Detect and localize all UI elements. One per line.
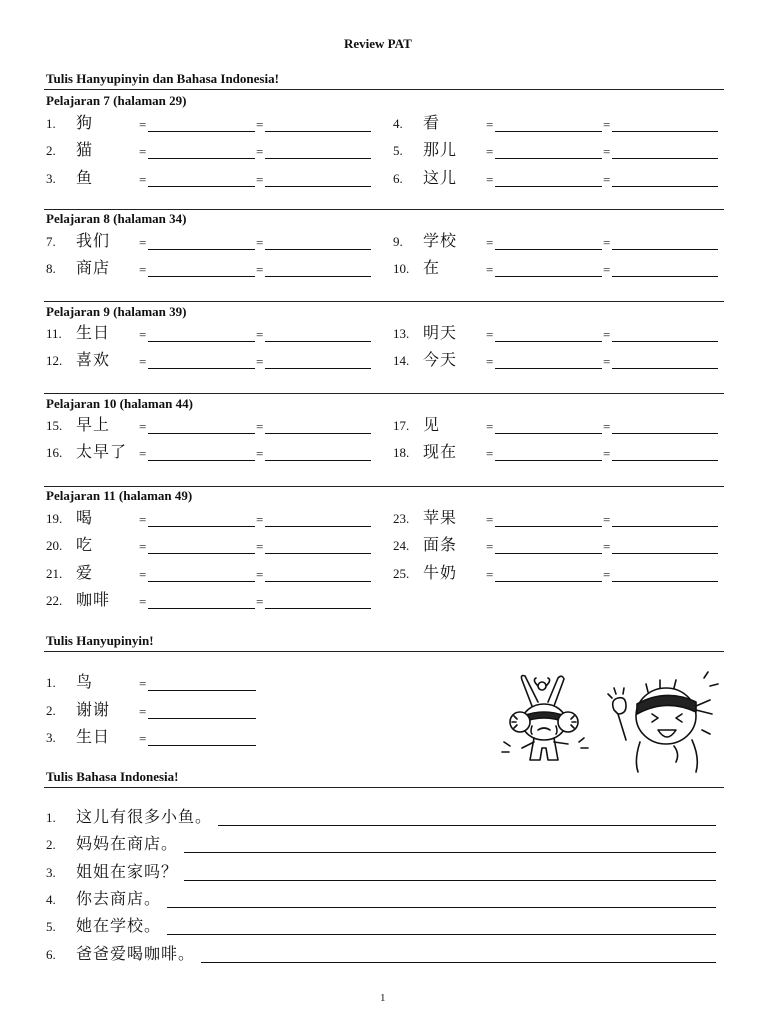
- chinese-word: 见: [423, 415, 441, 434]
- item-number: 16.: [46, 445, 63, 460]
- equals-sign: =: [139, 235, 147, 250]
- indonesian-answer-blank[interactable]: [265, 553, 371, 554]
- indonesian-answer-blank[interactable]: [612, 249, 718, 250]
- pinyin-answer-blank[interactable]: [148, 158, 255, 159]
- equals-sign: =: [256, 446, 264, 461]
- chinese-word: 鱼: [76, 168, 94, 187]
- item-number: 12.: [46, 353, 63, 368]
- pinyin-answer-blank[interactable]: [148, 553, 255, 554]
- chinese-word: 商店: [76, 258, 111, 277]
- equals-sign: =: [256, 144, 264, 159]
- chinese-word: 鸟: [76, 672, 94, 691]
- chinese-word: 生日: [76, 323, 111, 342]
- chinese-word: 爱: [76, 563, 94, 582]
- equals-sign: =: [256, 117, 264, 132]
- lesson-heading: Pelajaran 9 (halaman 39): [46, 304, 187, 319]
- instruction-pinyin: Tulis Hanyupinyin!: [46, 633, 154, 648]
- chinese-word: 太早了: [76, 442, 128, 461]
- chinese-word: 今天: [423, 350, 458, 369]
- pinyin-answer-blank[interactable]: [495, 249, 602, 250]
- divider: [44, 209, 724, 210]
- chinese-word: 狗: [76, 113, 94, 132]
- chinese-word: 早上: [76, 415, 111, 434]
- equals-sign: =: [486, 419, 494, 434]
- item-number: 18.: [393, 445, 410, 460]
- equals-sign: =: [603, 446, 611, 461]
- chinese-word: 生日: [76, 727, 111, 746]
- chinese-word: 牛奶: [423, 563, 458, 582]
- pinyin-answer-blank[interactable]: [495, 433, 602, 434]
- indonesian-answer-blank[interactable]: [612, 341, 718, 342]
- chinese-word: 面条: [423, 535, 458, 554]
- equals-sign: =: [256, 512, 264, 527]
- equals-sign: =: [256, 354, 264, 369]
- item-number: 25.: [393, 566, 410, 581]
- chinese-word: 喝: [76, 508, 94, 527]
- equals-sign: =: [603, 144, 611, 159]
- lesson-heading: Pelajaran 11 (halaman 49): [46, 488, 193, 503]
- equals-sign: =: [486, 172, 494, 187]
- instruction-indonesian: Tulis Bahasa Indonesia!: [46, 769, 179, 784]
- indonesian-answer-blank[interactable]: [265, 581, 371, 582]
- equals-sign: =: [139, 117, 147, 132]
- equals-sign: =: [603, 235, 611, 250]
- equals-sign: =: [603, 172, 611, 187]
- equals-sign: =: [256, 262, 264, 277]
- item-number: 2.: [46, 143, 56, 158]
- equals-sign: =: [139, 512, 147, 527]
- instruction-pinyin-indonesian: Tulis Hanyupinyin dan Bahasa Indonesia!: [46, 71, 279, 86]
- divider: [44, 89, 724, 90]
- translation-answer-blank[interactable]: [167, 934, 716, 935]
- chinese-sentence: 这儿有很多小鱼。: [76, 807, 213, 826]
- item-number: 7.: [46, 234, 56, 249]
- chinese-sentence: 你去商店。: [76, 889, 162, 908]
- item-number: 2.: [46, 703, 56, 718]
- pinyin-answer-blank[interactable]: [495, 368, 602, 369]
- indonesian-answer-blank[interactable]: [265, 433, 371, 434]
- equals-sign: =: [486, 354, 494, 369]
- pinyin-answer-blank[interactable]: [495, 186, 602, 187]
- chinese-word: 猫: [76, 140, 94, 159]
- equals-sign: =: [139, 676, 147, 691]
- chinese-word: 我们: [76, 231, 111, 250]
- page-number: 1: [380, 992, 386, 1004]
- divider: [44, 486, 724, 487]
- item-number: 4.: [393, 116, 403, 131]
- equals-sign: =: [603, 419, 611, 434]
- item-number: 11.: [46, 326, 62, 341]
- equals-sign: =: [139, 446, 147, 461]
- pinyin-answer-blank[interactable]: [148, 186, 255, 187]
- equals-sign: =: [486, 144, 494, 159]
- pinyin-answer-blank[interactable]: [148, 581, 255, 582]
- indonesian-answer-blank[interactable]: [612, 526, 718, 527]
- equals-sign: =: [256, 594, 264, 609]
- chinese-word: 苹果: [423, 508, 458, 527]
- pinyin-answer-blank[interactable]: [148, 460, 255, 461]
- item-number: 5.: [46, 919, 56, 934]
- equals-sign: =: [603, 117, 611, 132]
- item-number: 17.: [393, 418, 410, 433]
- chinese-word: 喜欢: [76, 350, 111, 369]
- equals-sign: =: [139, 419, 147, 434]
- lesson-heading: Pelajaran 7 (halaman 29): [46, 93, 187, 108]
- item-number: 3.: [46, 730, 56, 745]
- equals-sign: =: [256, 567, 264, 582]
- pinyin-answer-blank[interactable]: [495, 158, 602, 159]
- item-number: 2.: [46, 837, 56, 852]
- chinese-word: 咖啡: [76, 590, 111, 609]
- divider: [44, 301, 724, 302]
- translation-answer-blank[interactable]: [218, 825, 716, 826]
- indonesian-answer-blank[interactable]: [265, 276, 371, 277]
- indonesian-answer-blank[interactable]: [265, 341, 371, 342]
- translation-answer-blank[interactable]: [201, 962, 716, 963]
- equals-sign: =: [486, 117, 494, 132]
- divider: [44, 787, 724, 788]
- translation-answer-blank[interactable]: [167, 907, 716, 908]
- pinyin-answer-blank[interactable]: [148, 131, 255, 132]
- pinyin-answer-blank[interactable]: [495, 341, 602, 342]
- item-number: 23.: [393, 511, 410, 526]
- chinese-word: 明天: [423, 323, 458, 342]
- equals-sign: =: [139, 172, 147, 187]
- equals-sign: =: [139, 144, 147, 159]
- item-number: 1.: [46, 675, 56, 690]
- indonesian-answer-blank[interactable]: [612, 433, 718, 434]
- equals-sign: =: [139, 354, 147, 369]
- item-number: 1.: [46, 810, 56, 825]
- equals-sign: =: [139, 704, 147, 719]
- indonesian-answer-blank[interactable]: [612, 368, 718, 369]
- equals-sign: =: [256, 172, 264, 187]
- chinese-word: 那儿: [423, 140, 458, 159]
- indonesian-answer-blank[interactable]: [612, 158, 718, 159]
- crying-rabbit-illustration: [492, 672, 602, 772]
- pinyin-answer-blank[interactable]: [148, 690, 256, 691]
- equals-sign: =: [486, 446, 494, 461]
- equals-sign: =: [486, 539, 494, 554]
- pinyin-answer-blank[interactable]: [148, 718, 256, 719]
- indonesian-answer-blank[interactable]: [265, 460, 371, 461]
- pinyin-answer-blank[interactable]: [495, 526, 602, 527]
- indonesian-answer-blank[interactable]: [265, 608, 371, 609]
- equals-sign: =: [603, 512, 611, 527]
- page-title: Review PAT: [344, 36, 412, 51]
- item-number: 10.: [393, 261, 410, 276]
- chinese-sentence: 妈妈在商店。: [76, 834, 179, 853]
- item-number: 9.: [393, 234, 403, 249]
- chinese-sentence: 爸爸爱喝咖啡。: [76, 944, 196, 963]
- equals-sign: =: [486, 567, 494, 582]
- item-number: 19.: [46, 511, 63, 526]
- divider: [44, 651, 724, 652]
- equals-sign: =: [256, 327, 264, 342]
- equals-sign: =: [486, 327, 494, 342]
- equals-sign: =: [486, 512, 494, 527]
- chinese-word: 在: [423, 258, 441, 277]
- item-number: 15.: [46, 418, 63, 433]
- indonesian-answer-blank[interactable]: [612, 186, 718, 187]
- indonesian-answer-blank[interactable]: [612, 276, 718, 277]
- equals-sign: =: [139, 731, 147, 746]
- equals-sign: =: [256, 539, 264, 554]
- indonesian-answer-blank[interactable]: [265, 158, 371, 159]
- chinese-word: 谢谢: [76, 700, 111, 719]
- chinese-word: 吃: [76, 535, 94, 554]
- item-number: 14.: [393, 353, 410, 368]
- item-number: 24.: [393, 538, 410, 553]
- equals-sign: =: [603, 354, 611, 369]
- pinyin-answer-blank[interactable]: [495, 460, 602, 461]
- equals-sign: =: [256, 419, 264, 434]
- indonesian-answer-blank[interactable]: [612, 581, 718, 582]
- equals-sign: =: [139, 539, 147, 554]
- lesson-heading: Pelajaran 8 (halaman 34): [46, 211, 187, 226]
- item-number: 4.: [46, 892, 56, 907]
- item-number: 20.: [46, 538, 63, 553]
- item-number: 1.: [46, 116, 56, 131]
- indonesian-answer-blank[interactable]: [265, 368, 371, 369]
- equals-sign: =: [256, 235, 264, 250]
- equals-sign: =: [139, 594, 147, 609]
- item-number: 6.: [393, 171, 403, 186]
- pinyin-answer-blank[interactable]: [148, 526, 255, 527]
- translation-answer-blank[interactable]: [184, 880, 716, 881]
- equals-sign: =: [603, 327, 611, 342]
- equals-sign: =: [139, 327, 147, 342]
- indonesian-answer-blank[interactable]: [612, 460, 718, 461]
- pinyin-answer-blank[interactable]: [148, 608, 255, 609]
- cheering-boy-illustration: [604, 670, 720, 774]
- pinyin-answer-blank[interactable]: [148, 276, 255, 277]
- equals-sign: =: [603, 539, 611, 554]
- indonesian-answer-blank[interactable]: [265, 186, 371, 187]
- pinyin-answer-blank[interactable]: [148, 433, 255, 434]
- item-number: 22.: [46, 593, 63, 608]
- lesson-heading: Pelajaran 10 (halaman 44): [46, 396, 193, 411]
- indonesian-answer-blank[interactable]: [265, 526, 371, 527]
- pinyin-answer-blank[interactable]: [148, 249, 255, 250]
- equals-sign: =: [486, 262, 494, 277]
- chinese-sentence: 姐姐在家吗？: [76, 862, 179, 881]
- translation-answer-blank[interactable]: [184, 852, 716, 853]
- chinese-word: 现在: [423, 442, 458, 461]
- indonesian-answer-blank[interactable]: [612, 553, 718, 554]
- equals-sign: =: [603, 567, 611, 582]
- equals-sign: =: [603, 262, 611, 277]
- equals-sign: =: [486, 235, 494, 250]
- indonesian-answer-blank[interactable]: [265, 249, 371, 250]
- indonesian-answer-blank[interactable]: [612, 131, 718, 132]
- item-number: 21.: [46, 566, 63, 581]
- item-number: 3.: [46, 865, 56, 880]
- chinese-sentence: 她在学校。: [76, 916, 162, 935]
- item-number: 3.: [46, 171, 56, 186]
- pinyin-answer-blank[interactable]: [148, 745, 256, 746]
- item-number: 5.: [393, 143, 403, 158]
- pinyin-answer-blank[interactable]: [495, 276, 602, 277]
- pinyin-answer-blank[interactable]: [148, 341, 255, 342]
- chinese-word: 看: [423, 113, 441, 132]
- chinese-word: 学校: [423, 231, 458, 250]
- item-number: 8.: [46, 261, 56, 276]
- chinese-word: 这儿: [423, 168, 458, 187]
- pinyin-answer-blank[interactable]: [148, 368, 255, 369]
- pinyin-answer-blank[interactable]: [495, 131, 602, 132]
- indonesian-answer-blank[interactable]: [265, 131, 371, 132]
- divider: [44, 393, 724, 394]
- pinyin-answer-blank[interactable]: [495, 553, 602, 554]
- equals-sign: =: [139, 567, 147, 582]
- item-number: 13.: [393, 326, 410, 341]
- item-number: 6.: [46, 947, 56, 962]
- equals-sign: =: [139, 262, 147, 277]
- pinyin-answer-blank[interactable]: [495, 581, 602, 582]
